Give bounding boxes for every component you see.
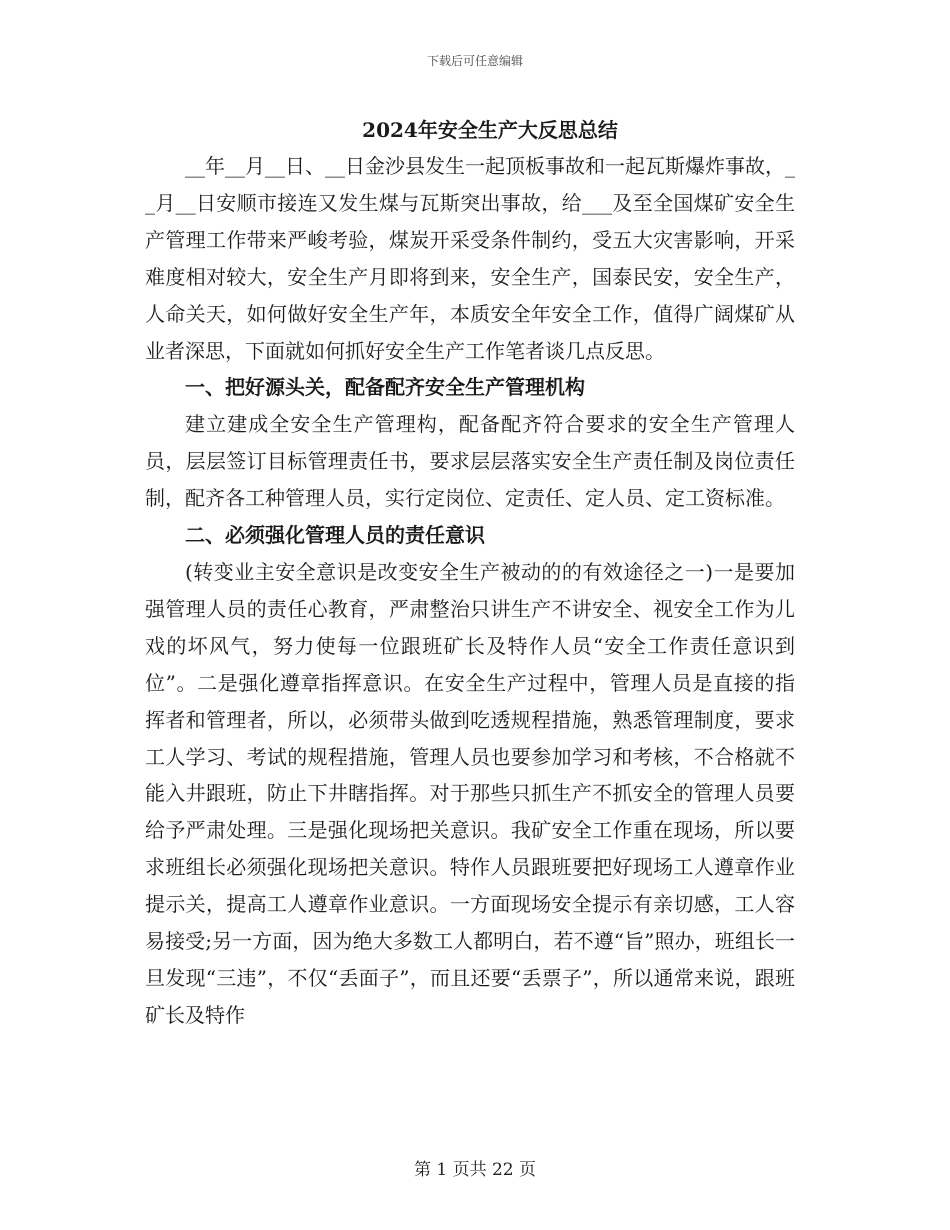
page-number: 第 1 页共 22 页 xyxy=(413,1160,537,1180)
section-body-2: (转变业主安全意识是改变安全生产被动的的有效途径之一)一是要加强管理人员的责任心教育，严肃整治只讲生产不讲安全、视安全工作为儿戏的坏风气，努力使每一位跟班矿长及特作人员“安全工作责任意识到位”。二是强化遵章指挥意识。在安全生产过程中，管理人员是直接的指挥者和管理者，所以，必须带头做到吃透规程措施，熟悉管理制度，要求工人学习、考试的规程措施，管理人员也要参加学习和考核，不合格就不能入井跟班，防止下井瞎指挥。对于那些只抓生产不抓安全的管理人员要给予严肃处理。三是强化现场把关意识。我矿安全工作重在现场，所以要求班组长必须强化现场把关意识。特作人员跟班要把好现场工人遵章作业提示关，提高工人遵章作业意识。一方面现场安全提示有亲切感，工人容易接受;另一方面，因为绝大多数工人都明白，若不遵“旨”照办，班组长一旦发现“三违”，不仅“丢面子”，而且还要“丢票子”，所以通常来说，跟班矿长及特作 xyxy=(145,559,795,1027)
intro-paragraph: __年__月__日、__日金沙县发生一起顶板事故和一起瓦斯爆炸事故，__月__日安顺市接连又发生煤与瓦斯突出事故，给___及至全国煤矿安全生产管理工作带来严峻考验，煤炭开采受条件制约，受五大灾害影响，开采难度相对较大，安全生产月即将到来，安全生产，国泰民安，安全生产，人命关天，如何做好安全生产年，本质安全年安全工作，值得广阔煤矿从业者深思，下面就如何抓好安全生产工作笔者谈几点反思。 xyxy=(145,154,795,363)
page-header-note: 下载后可任意编辑 xyxy=(426,54,523,68)
section-heading-1: 一、把好源头关，配备配齐安全生产管理机构 xyxy=(185,375,585,400)
section-body-1: 建立建成全安全生产管理构，配备配齐符合要求的安全生产管理人员，层层签订目标管理责任书，要求层层落实安全生产责任制及岗位责任制，配齐各工种管理人员，实行定岗位、定责任、定人员、定工资标准。 xyxy=(145,412,795,511)
document-page xyxy=(145,112,795,1034)
document-title: 2024年安全生产大反思总结 xyxy=(362,118,618,142)
section-heading-2: 二、必须强化管理人员的责任意识 xyxy=(185,523,485,548)
